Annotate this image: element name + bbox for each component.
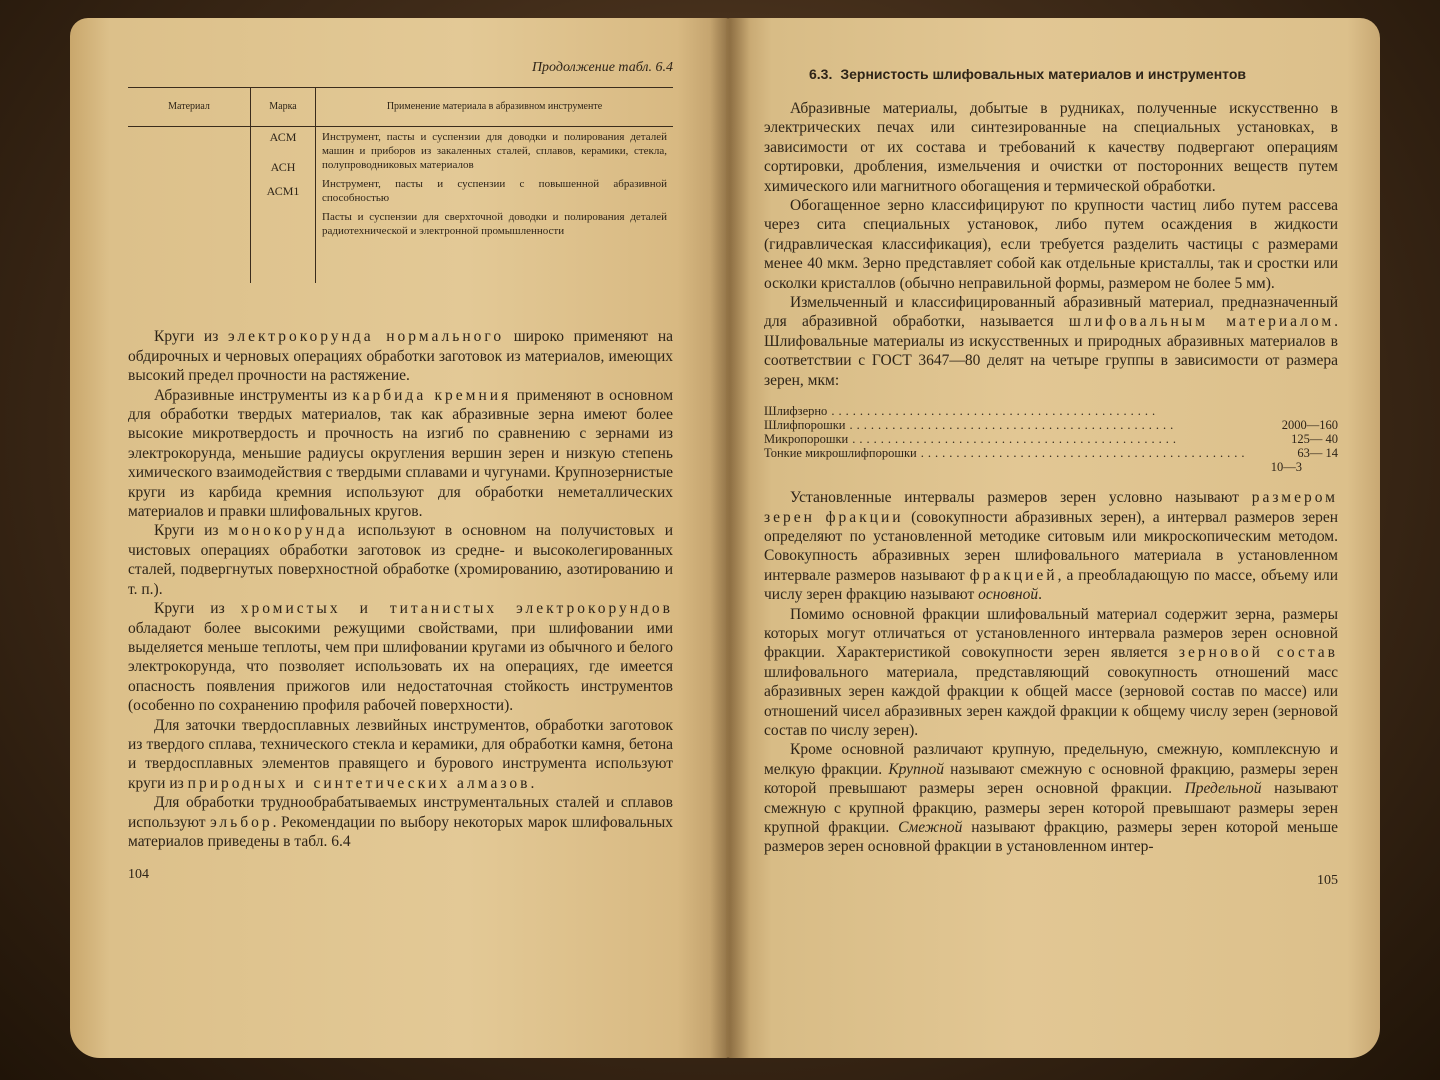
- spaced-term: размером зерен фракции: [764, 489, 1338, 526]
- paragraph: Обогащенное зерно классифицируют по крупности частиц либо путем рассева через сита специальных установок, либо путем осаждения в жидкости (гидравлическая классификация), если требуется разделить частицы с размерами менее 40 мкм. Зерно представляет собой как отдельные кристаллы, так и сростки или осколки кристаллов (обычно неправильной формы, размером не более 5 мм).: [764, 197, 1338, 292]
- left-page-content: [128, 58, 673, 885]
- use-text: Инструмент, пасты и суспензии для доводки и полирования деталей машин и приборов из закаленных сталей, сплавов, керамики, стекла, полупроводниковых материалов: [322, 131, 667, 172]
- paragraph: Кроме основной различают крупную, предельную, смежную, комплексную и мелкую фракции. Крупной называют смежную с основной фракцию, размеры зерен которой превышают размеры зерен основной фракции. Предельной называют смежную с крупной фракцию, размеры зерен которой превышают размеры зерен крупной фракции. Смежной называют фракцию, размеры зерен которой меньше размеров зерен основной фракции в установленном интер-: [764, 741, 1339, 856]
- list-item: Тонкие микрошлифпорошки .............................................. 63— 14: [764, 446, 1338, 461]
- table-row: [128, 127, 673, 284]
- paragraph: Круги из хромистых и титанистых электрокорундов обладают более высокими режущими свойствами, при шлифовании ими выделяется меньше теплоты, чем при шлифовании кругами из обычного и белого электрокорунда, что позволяет использовать их на операциях, где имеется опасность появления прижогов или недостаточная стойкость инструментов (особенно по сохранению профиля рабочей поверхности).: [128, 600, 673, 715]
- grain-groups-list: [764, 404, 1338, 474]
- section-title: [809, 66, 1338, 83]
- section-number: 6.3.: [809, 66, 833, 82]
- grain-last-value: 10—3: [1270, 460, 1302, 475]
- table-header-use: Применение материала в абразивном инструменте: [316, 88, 674, 127]
- materials-table: [128, 87, 673, 283]
- mark-label: АСМ1: [266, 184, 300, 199]
- paragraph: Абразивные инструменты из карбида кремния применяют в основном для обработки твердых материалов, так как абразивные зерна имеют более высокие микротвердость и прочность на изгиб по сравнению с зернами из электрокорунда, меньшие радиусы округления вершин зерен и низкую степень химического взаимодействия с твердыми сплавами и чугунами. Крупнозернистые круги из карбида кремния используют для обработки неметаллических материалов и правки шлифовальных кругов.: [128, 386, 674, 521]
- use-text: Инструмент, пасты и суспензии с повышенной абразивной способностью: [322, 178, 667, 205]
- paragraph: Измельченный и классифицированный абразивный материал, предназначенный для абразивной обработки, называется шлифовальным материалом. Шлифовальные материалы из искусственных и природных абразивных материалов в соответствии с ГОСТ 3647—80 делят на четыре группы в зависимости от размера зерен, мкм:: [764, 294, 1339, 389]
- mark-label: АСМ: [269, 130, 297, 145]
- left-page: [70, 18, 730, 1058]
- table-cell-marks: [251, 127, 316, 284]
- spaced-term: карбида кремния: [352, 386, 512, 404]
- right-page: [726, 18, 1380, 1058]
- list-item: Шлифзерно ..............................................: [764, 404, 1160, 419]
- paragraph: Круги из электрокорунда нормального широко применяют на обдирочных и черновых операциях обработки заготовок из материалов, имеющих высокий предел прочности на растяжение.: [128, 328, 673, 385]
- list-item: Микропорошки .............................................. 125— 40: [764, 432, 1338, 447]
- table-cell-material: [128, 127, 251, 284]
- open-book: [70, 18, 1380, 1068]
- mark-label: АСН: [270, 160, 296, 175]
- table-continuation-label: Продолжение табл. 6.4: [531, 60, 673, 75]
- table-header-mark: Марка: [251, 88, 316, 127]
- paragraph: Установленные интервалы размеров зерен условно называют размером зерен фракции (совокупности абразивных зерен), а интервал размеров зерен определяют по установленной методике ситовым или микроскопическим методом. Совокупность абразивных зерен шлифовального материала в установленном интервале размеров называют фракцией, а преобладающую по массе, объему или числу зерен фракцию называют основной.: [764, 489, 1339, 604]
- spaced-term: эльбор: [210, 813, 273, 831]
- spaced-term: электрокорунда нормального: [227, 328, 505, 346]
- paragraph: Круги из монокорунда используют в основном на получистовых и чистовых операциях обработки заготовок из средне- и высоколегированных сталей, подвергнутых поверхностной обработке (хромированию, азотированию и т. п.).: [128, 522, 673, 598]
- section-title-text: Зернистость шлифовальных материалов и инструментов: [840, 66, 1246, 82]
- spaced-term: фракцией: [969, 566, 1058, 584]
- paragraph: Для обработки труднообрабатываемых инструментальных сталей и сплавов используют эльбор. Рекомендации по выбору некоторых марок шлифовальных материалов приведены в табл. 6.4: [128, 794, 673, 850]
- spaced-term: зерновой состав: [1178, 644, 1338, 662]
- page-number-left: 104: [128, 867, 149, 883]
- right-page-content: [764, 66, 1338, 890]
- use-text: Пасты и суспензии для сверхточной доводки и полирования деталей радиотехнической и электронной промышленности: [322, 211, 667, 238]
- spaced-term: хромистых и титанистых электрокорундов: [240, 600, 673, 618]
- paragraph: Помимо основной фракции шлифовальный материал содержит зерна, размеры которых могут отличаться от установленного интервала размеров зерен основной фракции. Характеристикой совокупности зерен является зерновой состав шлифовального материала, представляющий совокупность отношений масс абразивных зерен каждой фракции к общей массе (зерновой состав по массе) или отношений чисел абразивных зерен каждой фракции к общему числу зерен (зерновой состав по числу зерен).: [764, 605, 1338, 739]
- page-number-right: 105: [1317, 872, 1338, 888]
- paragraph: Для заточки твердосплавных лезвийных инструментов, обработки заготовок из твердого сплава, технического стекла и керамики, для обработки камня, бетона и твердосплавных элементов правящего и бурового инструмента используют круги из природных и синтетических алмазов.: [128, 716, 673, 792]
- paragraph: Абразивные материалы, добытые в рудниках, полученные искусственно в электрических печах или синтезированные на специальных установках, в зависимости от их состава и требований к качеству подвергают операциям сортировки, дробления, измельчения и очистки от посторонних веществ путем химического или магнитного обогащения и термической обработки.: [764, 100, 1338, 195]
- table-cell-uses: [316, 127, 674, 284]
- table-header-material: Материал: [128, 88, 251, 127]
- spaced-term: монокорунда: [228, 522, 348, 540]
- book-gutter: [710, 18, 750, 1058]
- list-item: Шлифпорошки .............................................. 2000—160: [764, 418, 1338, 433]
- spaced-term: природных и синтетических алмазов: [187, 774, 531, 792]
- spaced-term: шлифовальным материалом: [1068, 313, 1335, 331]
